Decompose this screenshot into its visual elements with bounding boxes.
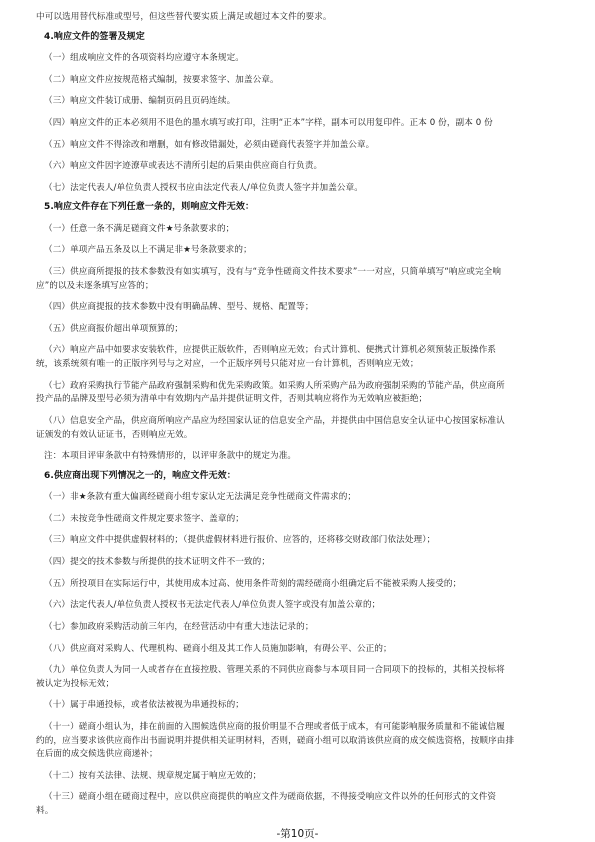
section-6-item: （九）单位负责人为同一人或者存在直接控股、管理关系的不同供应商参与本项目同一合同项下的投标的，其相关投标将 [44,665,505,676]
section-6-item-cont: 在后面的成交候选供应商递补； [36,749,158,760]
section-6-item: （十）属于串通投标，或者依法被视为串通投标的； [44,700,244,711]
section-6-item: （六）法定代表人/单位负责人授权书无法定代表人/单位负责人签字或没有加盖公章的； [44,600,381,611]
section-5-item: （七）政府采购执行节能产品政府强制采购和优先采购政策。如采购人所采购产品为政府强制采购的节能产品，供应商所 [44,380,505,391]
section-6-item: （三）响应文件中提供虚假材料的；（提供虚假材料进行报价、应答的，还将移交财政部门依法处理）； [44,535,436,546]
section-5-item: （四）供应商提报的技术参数中没有明确品牌、型号、规格、配置等； [44,302,314,313]
section-6-item: （四）提交的技术参数与所提供的技术证明文件不一致的； [44,557,271,567]
section-4-item: （五）响应文件不得涂改和增删，如有修改错漏处，必须由磋商代表签字并加盖公章。 [44,139,375,150]
section-6-item-cont: 被认定为投标无效； [36,678,115,689]
section-6-item: （七）参加政府采购活动前三年内，在经营活动中有重大违法记录的； [44,621,314,632]
section-5-item-cont: 证颁发的有效认证证书，否则响应无效。 [36,429,193,440]
section-6-item: （二）未按竞争性磋商文件规定要求签字、盖章的； [44,513,244,524]
section-6-item: （八）供应商对采购人、代理机构、磋商小组及其工作人员施加影响，有碍公平、公正的； [44,643,392,654]
section-4-item: （三）响应文件装订成册、编制页码且页码连续。 [44,96,236,107]
section-4-item: （二）响应文件应按规范格式编制，按要求签字、加盖公章。 [44,74,279,85]
intro-text: 中可以选用替代标准或型号，但这些替代要实质上满足或超过本文件的要求。 [36,12,332,22]
section-6-heading: 6.供应商出现下列情况之一的，响应文件无效： [44,470,236,481]
section-5-item: （八）信息安全产品，供应商所响应产品应为经国家认证的信息安全产品，并提供由中国信息安全认证中心按国家标准认 [44,415,505,426]
section-6-item-cont: 约的，应当要求该供应商作出书面说明并提供相关证明材料，否则，磋商小组可以取消该供应商的成交候选资格，按顺序由排 [36,735,515,746]
section-5-item: （六）响应产品中如要求安装软件，应提供正版软件，否则响应无效；台式计算机、便携式计算机必须预装正版操作系 [44,345,497,356]
section-6-item: （十三）磋商小组在磋商过程中，应以供应商提供的响应文件为磋商依据，不得接受响应文件以外的任何形式的文件资 [44,792,497,803]
section-4-item: （四）响应文件的正本必须用不退色的墨水填写或打印，注明“正本”字样，副本可以用复印件。正本 0 份，副本 0 份 [44,117,493,128]
section-4-item: （六）响应文件因字迹潦草或表达不清所引起的后果由供应商自行负责。 [44,161,323,172]
section-6-item: （五）所投项目在实际运行中，其使用成本过高、使用条件苛刻的需经磋商小组确定后不能被采购人接受的； [44,578,462,589]
section-5-item: （五）供应商报价超出单项预算的； [44,323,184,334]
section-4-item: （七）法定代表人/单位负责人授权书应由法定代表人/单位负责人签字并加盖公章。 [44,182,363,193]
section-6-item-cont: 料。 [36,806,54,816]
section-5-item: （三）供应商所提报的技术参数没有如实填写，没有与“竞争性磋商文件技术要求”一一对应，只简单填写“响应或完全响 [44,267,502,277]
section-5-item-cont: 统，该系统须有唯一的正版序列号与之对应，一个正版序列号只能对应一台计算机，否则响应无效； [36,359,419,370]
section-5-heading: 5.响应文件存在下列任意一条的，则响应文件无效： [44,202,255,213]
section-5-item-cont: 应”的以及未逐条填写应答的； [36,280,154,291]
section-5-note: 注：本项目评审条款中有特殊情形的，以评审条款中的规定为准。 [44,451,297,462]
section-5-item-cont: 投产品的品牌及型号必须为清单中有效期内产品并提供证明文件，否则其响应将作为无效响应被拒绝； [36,394,428,405]
section-4-heading: 4.响应文件的签署及规定 [44,31,145,42]
section-6-item: （十二）按有关法律、法规、规章规定属于响应无效的； [44,770,262,781]
section-6-item: （十一）磋商小组认为，排在前面的入围候选供应商的报价明显不合理或者低于成本，有可能影响服务质量和不能诚信履 [44,721,505,732]
section-4-item: （一）组成响应文件的各项资料均应遵守本条规定。 [44,53,244,64]
section-6-item: （一）非★条款有重大偏离经磋商小组专家认定无法满足竞争性磋商文件需求的； [44,492,357,503]
page-number-footer: -第10页- [276,828,319,840]
section-5-item: （二）单项产品五条及以上不满足非★号条款要求的； [44,245,252,256]
section-5-item: （一）任意一条不满足磋商文件★号条款要求的； [44,223,235,234]
